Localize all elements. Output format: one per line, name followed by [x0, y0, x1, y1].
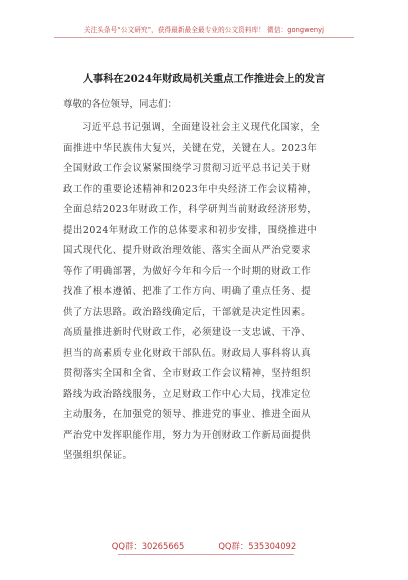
salutation: 尊敬的各位领导，同志们：: [63, 99, 178, 110]
body-line: 担当的高素质专业化财政干部队伍。财政局人事科将认真: [63, 347, 312, 359]
body-line: 主动服务，在加强党的领导、推进党的事业、推进全面从: [63, 409, 312, 420]
body-line: 习近平总书记强调，全面建设社会主义现代化国家，全: [82, 122, 321, 133]
body-line: 提出2024年财政工作的总体要求和初步安排，围绕推进中: [63, 224, 318, 236]
body-line: 等作了明确部署，为做好今年和今后一个时期的财政工作: [63, 265, 312, 277]
body-line: 政工作的重要论述精神和2023年中央经济工作会议精神，: [63, 183, 318, 195]
header-banner: 关注头条号“公文研究”，获得最新最全最专业的公文资料库！ 微信：gongwenyj: [83, 26, 325, 34]
footer-contacts: [0, 540, 408, 552]
body-line: 严治党中发挥职能作用，努力为开创财政工作新局面提供: [63, 429, 312, 441]
footer-underline: [118, 554, 294, 555]
document-title: 人事科在2024年财政局机关重点工作推进会上的发言: [82, 73, 326, 85]
body-line: 高质量推进新时代财政工作，必须建设一支忠诚、干净、: [63, 327, 312, 338]
body-line: 面推进中华民族伟大复兴，关键在党，关键在人。2023年: [63, 142, 318, 154]
body-line: 全国财政工作会议紧紧围绕学习贯彻习近平总书记关于财: [63, 163, 312, 174]
body-line: 全面总结2023年财政工作，科学研判当前财政经济形势，: [63, 204, 318, 215]
body-line: 贯彻落实全国和全省、全市财政工作会议精神，坚持组织: [63, 368, 312, 379]
footer-qq-group-1: QQ群：30265665: [111, 541, 185, 551]
body-line: 国式现代化、提升财政治理效能、落实全面从严治党要求: [63, 245, 312, 256]
body-line: 找准了根本遵循、把准了工作方向、明确了重点任务、提: [63, 286, 312, 297]
header-divider: [54, 37, 354, 38]
body-text: [63, 118, 353, 467]
body-line: 供了方法思路。政治路线确定后，干部就是决定性因素。: [63, 306, 312, 318]
body-line: 路线为政治路线服务，立足财政工作中心大局，找准定位: [63, 388, 312, 400]
body-line: 坚强组织保证。: [63, 450, 133, 461]
footer-qq-group-2: QQ群：535304092: [218, 541, 297, 551]
